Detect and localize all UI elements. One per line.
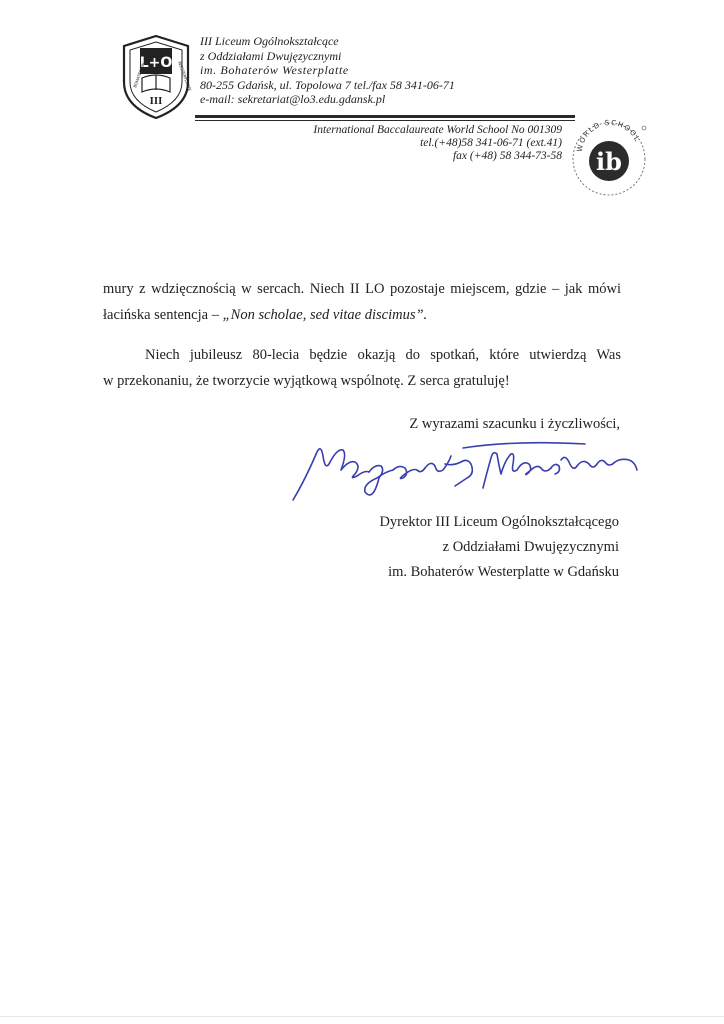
latin-quote: „Non scholae, sed vitae discimus”. [222,307,428,323]
paragraph-2-line-1: Niech jubileusz 80-lecia będzie okazją do spotkań, które utwierdzą Was [145,347,621,363]
svg-text:III: III [149,97,163,107]
ib-world-school-logo [568,118,650,200]
svg-text:WESTERPLATTE: WESTERPLATTE [177,60,193,92]
school-subtitle: z Oddziałami Dwujęzycznymi [200,48,342,63]
ib-fax: fax (+48) 58 344-73-58 [452,150,562,162]
svg-text:ib: ib [596,147,622,176]
ib-title: International Baccalaureate World School No 001309 [313,124,562,136]
signatory-patron-line: im. Bohaterów Westerplatte w Gdańsku [388,564,619,580]
school-name: III Liceum Ogólnokształcące [200,34,339,48]
svg-text:BOHATERÓW: BOHATERÓW [132,62,146,89]
ib-info-block [313,124,562,163]
header-rule-thick [195,115,575,118]
paragraph-1-line-2 [103,302,621,328]
page-bottom-edge [0,1016,724,1017]
school-crest-logo [118,32,194,120]
svg-text:WORLD SCHOOL: WORLD SCHOOL [575,118,642,153]
paragraph-2 [103,342,621,394]
ib-phone: tel.(+48)58 341-06-71 (ext.41) [420,137,562,149]
paragraph-1-line-1: mury z wdzięcznością w sercach. Niech II LO pozostaje miejscem, gdzie – jak mówi [103,281,621,297]
handwritten-signature [285,430,645,510]
header-rule-thin [195,120,575,121]
paragraph-1 [103,276,621,328]
school-email: e-mail: sekretariat@lo3.edu.gdansk.pl [200,92,386,106]
school-patron: im. Bohaterów Westerplatte [200,63,349,77]
svg-text:L+O: L+O [139,55,173,71]
closing-salutation: Z wyrazami szacunku i życzliwości, [409,416,620,432]
signatory-title: Dyrektor III Liceum Ogólnokształcącego [379,514,619,530]
school-address: 80-255 Gdańsk, ul. Topolowa 7 tel./fax 58 341-06-71 [200,77,455,92]
paragraph-1-line-2-text: łacińska sentencja – [103,307,223,323]
paragraph-2-line-2: w przekonaniu, że tworzycie wyjątkową wspólnotę. Z serca gratuluję! [103,373,510,389]
school-address-block [200,34,455,107]
signatory-block [379,510,619,585]
signatory-school-line: z Oddziałami Dwujęzycznymi [442,539,619,555]
